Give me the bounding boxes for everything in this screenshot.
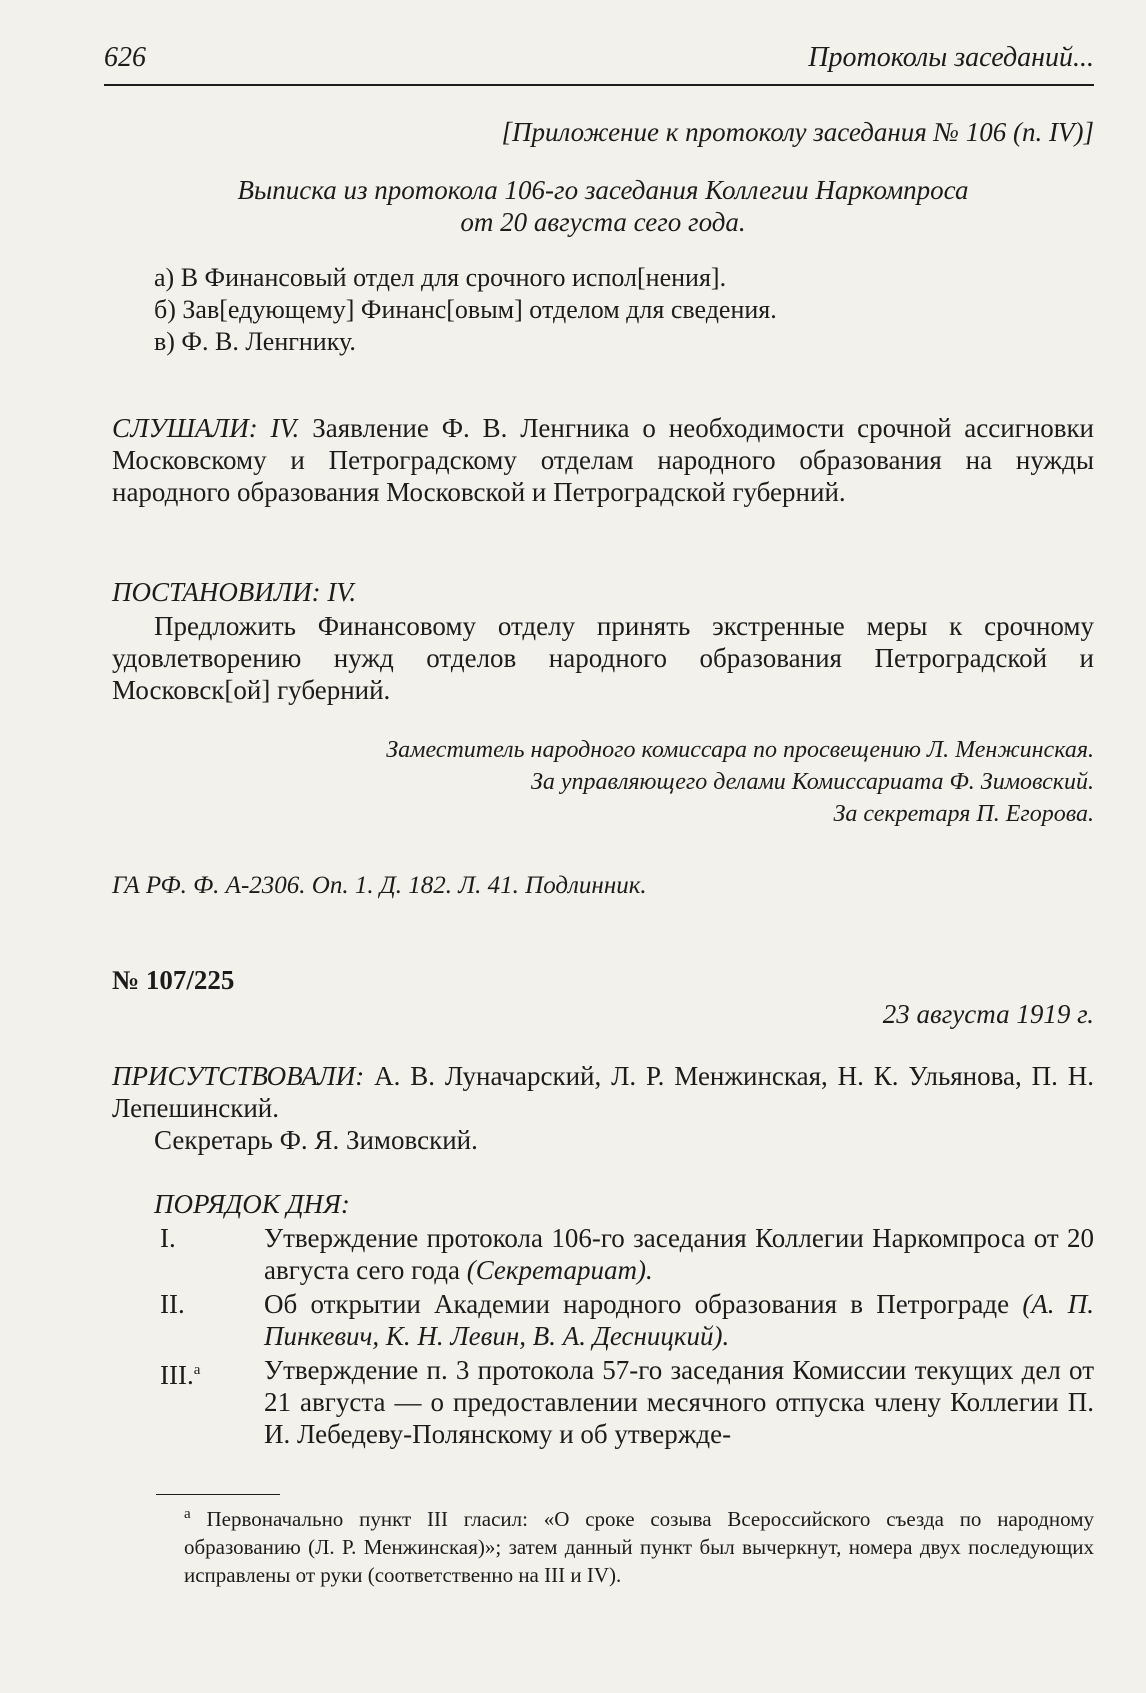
running-title: Протоколы заседаний... xyxy=(808,42,1094,73)
page-header xyxy=(104,38,1094,86)
distribution-item: в) Ф. В. Ленгнику. xyxy=(154,327,356,356)
agenda-item-speakers: (А. П. Пинкевич, К. Н. Левин, В. А. Десницкий). xyxy=(264,1289,1095,1351)
heard-text: Заявление Ф. В. Ленгника о необходимости срочной ассигновки Московскому и Петроградскому отделам народного образования на нужды народного образования Московской и Петроградской губерний. xyxy=(112,413,1095,507)
heard-label: СЛУШАЛИ: IV. xyxy=(112,413,300,443)
archive-source: ГА РФ. Ф. А-2306. Оп. 1. Д. 182. Л. 41. Подлинник. xyxy=(112,872,647,899)
agenda-item xyxy=(112,1222,1094,1286)
protocol-date: 23 августа 1919 г. xyxy=(882,999,1094,1029)
footnote-marker: а xyxy=(184,1506,191,1522)
resolved-text: Предложить Финансовому отделу принять экстренные меры к срочному удовлетворению нужд отделов народного образования Петроградской и Московск[ой] губерний. xyxy=(112,611,1094,705)
agenda-item-text: Утверждение протокола 106-го заседания Коллегии Наркомпроса от 20 августа сего года (Секретариат). xyxy=(264,1223,1094,1285)
agenda-item-text: Об открытии Академии народного образования в Петрограде (А. П. Пинкевич, К. Н. Левин, В. А. Десницкий). xyxy=(264,1289,1095,1351)
agenda-item-number: I. xyxy=(160,1223,176,1253)
signatures xyxy=(112,734,1094,830)
present-section xyxy=(112,1060,1094,1124)
extract-line-2: от 20 августа сего года. xyxy=(460,207,746,237)
distribution-item: а) В Финансовый отдел для срочного испол[нения]. xyxy=(154,263,727,292)
agenda-item-number: III.$^а$ xyxy=(160,1360,201,1390)
signature-line: За секретаря П. Егорова. xyxy=(833,801,1094,827)
appendix-title: [Приложение к протоколу заседания № 106 (п. IV)] xyxy=(501,117,1094,147)
page-number: 626 xyxy=(104,42,146,73)
agenda-list xyxy=(112,1222,1094,1450)
distribution-item: б) Зав[едующему] Финанс[овым] отделом для сведения. xyxy=(154,295,777,324)
extract-line-1: Выписка из протокола 106-го заседания Коллегии Наркомпроса xyxy=(237,175,969,205)
resolved-label: ПОСТАНОВИЛИ: IV. xyxy=(112,577,357,607)
footnote-ref: а xyxy=(193,1362,201,1378)
signature-line: За управляющего делами Комиссариата Ф. Зимовский. xyxy=(530,769,1094,795)
header-rule xyxy=(104,84,1094,86)
footnote-text: Первоначально пункт III гласил: «О сроке созыва Всероссийского съезда по народному образованию (Л. Р. Менжинская)»; затем данный пункт был вычеркнут, номера двух последующих исправлены от руки (соответственно на III и IV). xyxy=(184,1507,1094,1587)
footnote xyxy=(112,1500,1094,1589)
present-text: А. В. Луначарский, Л. Р. Менжинская, Н. К. Ульянова, П. Н. Лепешинский. xyxy=(112,1061,1094,1123)
heard-section xyxy=(112,412,1094,508)
signature-line: Заместитель народного комиссара по просвещению Л. Менжинская. xyxy=(386,737,1094,763)
distribution-list xyxy=(112,262,1094,358)
agenda-item-text: Утверждение п. 3 протокола 57-го заседания Комиссии текущих дел от 21 августа — о предоставлении месячного отпуска члену Коллегии П. И. Лебедеву-Полянскому и об утвержде- xyxy=(264,1355,1094,1449)
present-label: ПРИСУТСТВОВАЛИ: xyxy=(112,1061,365,1091)
agenda-item-number: II. xyxy=(160,1289,185,1319)
secretary: Секретарь Ф. Я. Зимовский. xyxy=(154,1125,478,1155)
agenda-label: ПОРЯДОК ДНЯ: xyxy=(154,1189,350,1219)
footnote-rule xyxy=(156,1494,280,1495)
agenda-item xyxy=(112,1288,1094,1352)
agenda-item xyxy=(112,1354,1094,1450)
protocol-number: № 107/225 xyxy=(112,965,235,995)
agenda-item-speakers: (Секретариат). xyxy=(466,1255,653,1285)
